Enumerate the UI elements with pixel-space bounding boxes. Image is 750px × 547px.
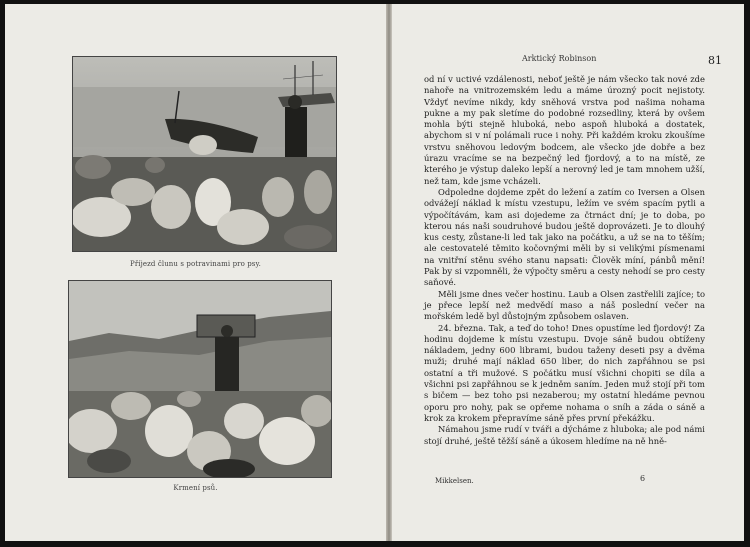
running-head: Arktický Robinson [522, 54, 597, 63]
footer-signature-mark: 6 [640, 474, 646, 483]
photo-feeding-dogs [68, 280, 332, 478]
paragraph: Odpoledne dojdeme zpět do ležení a zatím co Iversen a Olsen odvážejí náklad k místu vzestupu, ležím ve svém spacím pytli a výpočítávám, kam asi dojedeme za čtrnáct dní; je to doba, po kterou nás naši soudruhové budou ještě doprovázeti. Je to dlouhý kus cesty, zůstane-li led tak jako na počátku, a už se na to těším; ale cestovatelé těmito kočovnými měli by si velikými písmenami na vnitřní stěnu svého stanu napsati: Člověk míní, pánbů mění! Pak by si vzpomněli, že výpočty směru a cesty nehodí se pro cesty saňové. [424, 186, 705, 288]
right-page [392, 4, 744, 541]
page-number: 81 [708, 54, 722, 67]
footer-author: Mikkelsen. [435, 477, 474, 485]
photo-boat-with-dogs [72, 56, 337, 252]
left-page [5, 4, 387, 541]
paragraph: Měli jsme dnes večer hostinu. Laub a Olsen zastřelili zajíce; to je přece lepší než medvědí maso a náš poslední večer na mořském ledě byl důstojným způsobem oslaven. [424, 288, 705, 322]
paragraph: 24. března. Tak, a teď do toho! Dnes opustíme led fjordový! Za hodinu dojdeme k místu vzestupu. Dvoje sáně budou obtíženy nákladem, jedny 600 librami, budou taženy deseti psy a dvěma muži; druhé mají náklad 650 liber, do nich zapřáhnou se psi ostatní a tři mužové. S počátku musí všichni chopiti se díla a všichni psi zapřáhnou se k jedněm saním. Jeden muž stojí při tom s bičem — bez toho psi nezaberou; my ostatní hledáme pevnou oporu pro nohy, pak se opřeme nohama o sníh a záda o sáně a krok za krokem přepravíme sáně přes první překážku. [424, 322, 705, 423]
caption-bottom: Krmení psů. [173, 484, 218, 492]
caption-top: Příjezd člunu s potravinami pro psy. [130, 260, 261, 268]
paragraph: od ní v uctivé vzdálenosti, neboť ještě je nám všecko tak nové zde nahoře na vnitrozemském ledu a máme úrozný pocit nejistoty. Vždyť nevíme nikdy, kdy sněhová vrstva pod našima nohama pukne a my pak sletíme do podobné rozsedliny, která by ovšem mohla býti stejně hluboká, nebo aspoň hluboká a dostatek, abychom si v ní polámali ruce i nohy. Při každém kroku zkoušíme vrstvu sněhovou ledovým bodcem, ale všecko jde dobře a bez úrazu vracíme se na bezpečný led fjordový, a to na místě, ze kterého je výstup daleko lepší a nerovný led je tam mnohem užší, než tam, kde jsme vcházeli. [424, 74, 705, 186]
body-text [424, 74, 705, 447]
paragraph: Námahou jsme rudí v tváři a dýcháme z hluboka; ale pod námi stojí druhé, ještě těžší sáně a úkosem hledíme na ně hně- [424, 424, 705, 446]
